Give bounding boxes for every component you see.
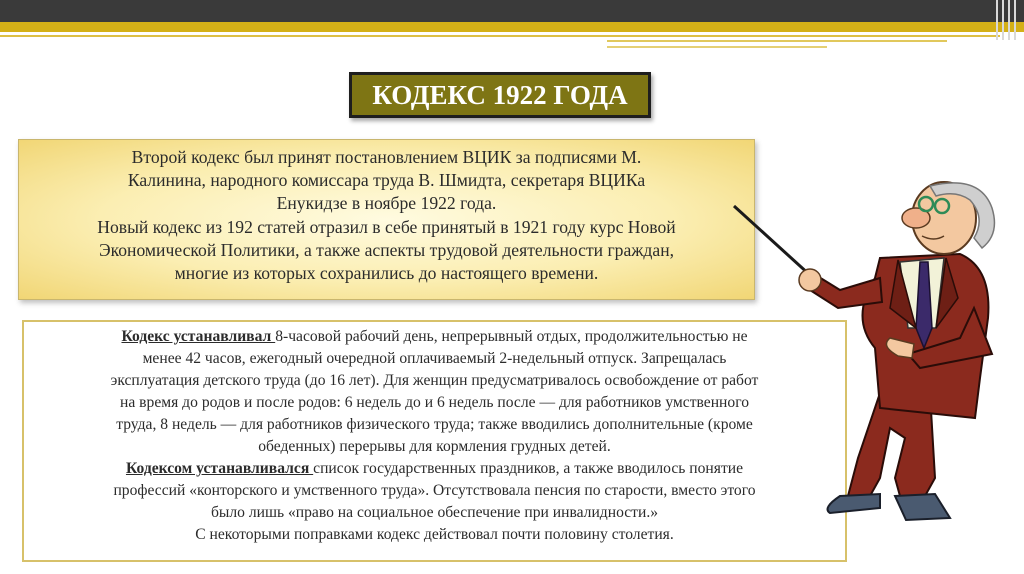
details-line: профессий «конторского и умственного труда». Отсутствовала пенсия по старости, вместо этого — [113, 482, 756, 499]
slide-title: КОДЕКС 1922 ГОДА — [349, 72, 651, 118]
decor-edge-bars — [994, 0, 1024, 40]
decor-line — [607, 46, 827, 48]
details-line: на время до родов и после родов: 6 недель до и 6 недель после — для работников умственного — [120, 394, 749, 411]
details-line: менее 42 часов, ежегодный очередной оплачиваемый 2-недельный отпуск. Запрещалась — [142, 350, 727, 367]
professor-shoe — [828, 494, 880, 513]
details-line: С некоторыми поправками кодекс действовал почти половину столетия. — [195, 526, 674, 543]
professor-shoe — [895, 494, 950, 520]
details-line: труда, 8 недель — для работников физического труда; также вводились дополнительные (кроме — [116, 416, 753, 433]
paragraph-lead: Кодексом устанавливался — [125, 460, 314, 477]
intro-line: многие из которых сохранились до настоящего времени. — [174, 263, 599, 284]
decor-line — [607, 40, 947, 42]
top-gold-band — [0, 22, 1024, 32]
intro-text — [31, 146, 742, 285]
details-text — [32, 326, 837, 546]
intro-line: Новый кодекс из 192 статей отразил в себе принятый в 1921 году курс Новой — [97, 216, 676, 237]
intro-line: Калинина, народного комиссара труда В. Шмидта, секретаря ВЦИКа — [127, 170, 646, 191]
details-line: 8-часовой рабочий день, непрерывный отдых, продолжительностью не — [275, 328, 748, 345]
details-line: обеденных) перерывы для кормления грудных детей. — [258, 438, 611, 455]
details-box — [22, 320, 847, 562]
top-dark-bar — [0, 0, 1024, 22]
intro-line: Второй кодекс был принят постановлением ВЦИК за подписями М. — [131, 147, 642, 167]
details-line: эксплуатация детского труда (до 16 лет). Для женщин предусматривалось освобождение от работ — [110, 372, 759, 389]
details-line: было лишь «право на социальное обеспечение при инвалидности.» — [210, 504, 659, 521]
intro-line: Экономической Политики, а также аспекты трудовой деятельности граждан, — [98, 239, 675, 260]
paragraph-lead: Кодекс устанавливал — [121, 328, 276, 345]
professor-hand — [799, 269, 821, 291]
intro-line: Енукидзе в ноябре 1922 года. — [276, 193, 497, 214]
decor-line — [0, 35, 1000, 37]
details-line: список государственных праздников, а также вводилось понятие — [313, 460, 744, 477]
professor-illustration — [730, 178, 1024, 574]
intro-box — [18, 139, 755, 300]
